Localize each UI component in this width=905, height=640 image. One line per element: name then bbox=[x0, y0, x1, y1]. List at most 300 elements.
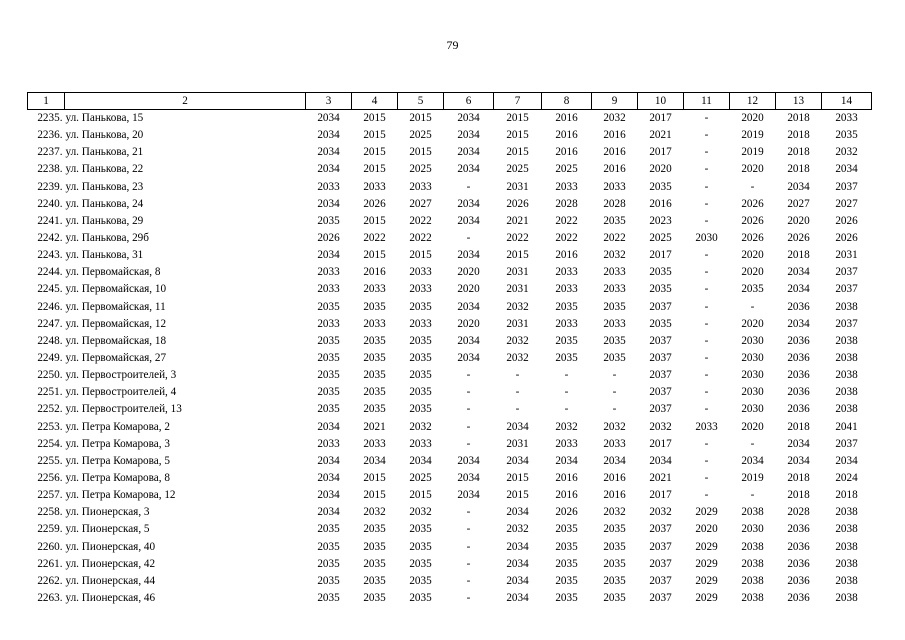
row-number: 2260. bbox=[37, 540, 63, 553]
column-header: 12 bbox=[730, 93, 776, 110]
year-cell: 2035 bbox=[317, 300, 340, 313]
year-cell: 2020 bbox=[457, 283, 480, 296]
year-cell: 2037 bbox=[835, 283, 858, 296]
year-cell: 2026 bbox=[741, 197, 764, 210]
year-cell: 2018 bbox=[787, 249, 810, 262]
year-cell: 2036 bbox=[787, 592, 810, 604]
year-cell: 2038 bbox=[835, 300, 858, 313]
year-cell: 2038 bbox=[741, 506, 764, 519]
year-cell: 2022 bbox=[409, 214, 432, 227]
year-cell: 2018 bbox=[787, 129, 810, 142]
year-cell: 2026 bbox=[835, 214, 858, 227]
year-cell: - bbox=[704, 369, 709, 382]
table-row bbox=[28, 264, 872, 281]
year-cell: 2033 bbox=[317, 437, 340, 450]
year-cell: 2038 bbox=[835, 386, 858, 399]
year-cell: 2034 bbox=[506, 506, 529, 519]
year-cell: - bbox=[704, 197, 709, 210]
year-cell: 2034 bbox=[457, 249, 480, 262]
year-cell: 2031 bbox=[506, 266, 529, 279]
year-cell: 2033 bbox=[555, 437, 578, 450]
year-cell: 2022 bbox=[555, 214, 578, 227]
row-number: 2261. bbox=[37, 557, 63, 570]
year-cell: 2033 bbox=[363, 180, 386, 193]
row-number: 2250. bbox=[37, 369, 63, 382]
column-header: 13 bbox=[776, 93, 822, 110]
year-cell: 2032 bbox=[409, 506, 432, 519]
year-cell: 2018 bbox=[787, 112, 810, 125]
year-cell: - bbox=[466, 540, 471, 553]
year-cell: 2034 bbox=[457, 300, 480, 313]
year-cell: 2029 bbox=[695, 592, 718, 604]
year-cell: 2015 bbox=[506, 249, 529, 262]
year-cell: - bbox=[564, 369, 569, 382]
year-cell: 2031 bbox=[506, 283, 529, 296]
year-cell: 2035 bbox=[603, 523, 626, 536]
year-cell: 2034 bbox=[787, 266, 810, 279]
year-cell: 2028 bbox=[555, 197, 578, 210]
year-cell: 2035 bbox=[555, 592, 578, 604]
year-cell: 2034 bbox=[835, 163, 858, 176]
table-row bbox=[28, 436, 872, 453]
year-cell: 2028 bbox=[603, 197, 626, 210]
year-cell: 2034 bbox=[457, 214, 480, 227]
table-body bbox=[28, 110, 872, 608]
year-cell: 2035 bbox=[603, 557, 626, 570]
year-cell: 2035 bbox=[409, 592, 432, 604]
table-row bbox=[28, 299, 872, 316]
year-cell: 2035 bbox=[555, 334, 578, 347]
year-cell: 2033 bbox=[363, 437, 386, 450]
address-cell: ул. Панькова, 20 bbox=[65, 129, 144, 142]
row-number: 2239. bbox=[37, 180, 63, 193]
year-cell: 2020 bbox=[649, 163, 672, 176]
year-cell: - bbox=[612, 386, 617, 399]
year-cell: 2030 bbox=[741, 386, 764, 399]
year-cell: 2033 bbox=[317, 317, 340, 330]
address-cell: ул. Первомайская, 12 bbox=[65, 317, 167, 330]
year-cell: 2035 bbox=[409, 403, 432, 416]
year-cell: 2035 bbox=[363, 523, 386, 536]
year-cell: 2018 bbox=[787, 163, 810, 176]
year-cell: 2017 bbox=[649, 489, 672, 502]
year-cell: 2034 bbox=[457, 163, 480, 176]
year-cell: - bbox=[750, 489, 755, 502]
year-cell: 2017 bbox=[649, 437, 672, 450]
year-cell: 2030 bbox=[741, 352, 764, 365]
year-cell: 2033 bbox=[603, 283, 626, 296]
year-cell: - bbox=[704, 283, 709, 296]
year-cell: 2033 bbox=[603, 317, 626, 330]
address-cell: ул. Первомайская, 11 bbox=[65, 300, 166, 313]
address-cell: ул. Панькова, 31 bbox=[65, 249, 144, 262]
year-cell: 2026 bbox=[555, 506, 578, 519]
year-cell: 2035 bbox=[555, 574, 578, 587]
address-cell: ул. Первостроителей, 3 bbox=[65, 369, 177, 382]
year-cell: 2034 bbox=[787, 437, 810, 450]
year-cell: 2033 bbox=[409, 283, 432, 296]
year-cell: 2030 bbox=[741, 369, 764, 382]
year-cell: 2026 bbox=[741, 232, 764, 245]
year-cell: 2027 bbox=[835, 197, 858, 210]
year-cell: 2037 bbox=[649, 300, 672, 313]
year-cell: 2018 bbox=[787, 146, 810, 159]
year-cell: 2016 bbox=[603, 129, 626, 142]
year-cell: 2020 bbox=[741, 163, 764, 176]
row-number: 2256. bbox=[37, 472, 63, 485]
year-cell: 2035 bbox=[603, 592, 626, 604]
year-cell: 2022 bbox=[555, 232, 578, 245]
year-cell: 2035 bbox=[603, 300, 626, 313]
year-cell: - bbox=[704, 317, 709, 330]
year-cell: 2016 bbox=[603, 146, 626, 159]
year-cell: 2034 bbox=[506, 420, 529, 433]
year-cell: 2035 bbox=[603, 214, 626, 227]
row-number: 2262. bbox=[37, 574, 63, 587]
year-cell: 2026 bbox=[363, 197, 386, 210]
year-cell: 2033 bbox=[603, 180, 626, 193]
year-cell: 2034 bbox=[317, 472, 340, 485]
table-row bbox=[28, 384, 872, 401]
year-cell: 2015 bbox=[363, 112, 386, 125]
address-cell: ул. Петра Комарова, 5 bbox=[65, 454, 170, 467]
year-cell: - bbox=[612, 369, 617, 382]
year-cell: 2036 bbox=[787, 557, 810, 570]
year-cell: - bbox=[750, 180, 755, 193]
year-cell: 2037 bbox=[649, 523, 672, 536]
year-cell: 2021 bbox=[506, 214, 529, 227]
year-cell: 2031 bbox=[506, 437, 529, 450]
address-cell: ул. Пионерская, 46 bbox=[65, 592, 156, 604]
table-row bbox=[28, 539, 872, 556]
year-cell: 2015 bbox=[409, 146, 432, 159]
year-cell: 2037 bbox=[835, 180, 858, 193]
year-cell: 2037 bbox=[649, 334, 672, 347]
year-cell: 2037 bbox=[649, 574, 672, 587]
year-cell: 2034 bbox=[457, 112, 480, 125]
year-cell: 2032 bbox=[603, 420, 626, 433]
year-cell: 2038 bbox=[835, 403, 858, 416]
address-cell: ул. Панькова, 15 bbox=[65, 112, 144, 125]
year-cell: 2029 bbox=[695, 574, 718, 587]
year-cell: 2026 bbox=[317, 232, 340, 245]
year-cell: 2034 bbox=[457, 334, 480, 347]
year-cell: 2035 bbox=[363, 540, 386, 553]
year-cell: 2015 bbox=[506, 472, 529, 485]
year-cell: - bbox=[704, 146, 709, 159]
address-cell: ул. Пионерская, 42 bbox=[65, 557, 156, 570]
year-cell: 2022 bbox=[603, 232, 626, 245]
year-cell: 2035 bbox=[317, 592, 340, 604]
page-number: 79 bbox=[446, 38, 459, 52]
year-cell: 2015 bbox=[363, 249, 386, 262]
year-cell: 2022 bbox=[363, 232, 386, 245]
column-header: 3 bbox=[306, 93, 352, 110]
year-cell: 2035 bbox=[603, 574, 626, 587]
year-cell: 2026 bbox=[835, 232, 858, 245]
year-cell: 2035 bbox=[317, 352, 340, 365]
row-number: 2257. bbox=[37, 489, 63, 502]
year-cell: - bbox=[466, 437, 471, 450]
year-cell: 2015 bbox=[363, 129, 386, 142]
year-cell: - bbox=[466, 557, 471, 570]
year-cell: 2032 bbox=[506, 523, 529, 536]
year-cell: 2035 bbox=[363, 334, 386, 347]
year-cell: 2034 bbox=[457, 146, 480, 159]
row-number: 2251. bbox=[37, 386, 63, 399]
table-row bbox=[28, 419, 872, 436]
table-row bbox=[28, 504, 872, 521]
year-cell: 2033 bbox=[317, 266, 340, 279]
year-cell: 2035 bbox=[317, 386, 340, 399]
row-number: 2255. bbox=[37, 454, 63, 467]
year-cell: 2032 bbox=[835, 146, 858, 159]
year-cell: 2035 bbox=[649, 266, 672, 279]
year-cell: 2038 bbox=[835, 574, 858, 587]
year-cell: - bbox=[704, 266, 709, 279]
year-cell: 2015 bbox=[363, 214, 386, 227]
year-cell: 2036 bbox=[787, 540, 810, 553]
year-cell: 2026 bbox=[741, 214, 764, 227]
year-cell: 2036 bbox=[787, 386, 810, 399]
year-cell: 2034 bbox=[506, 540, 529, 553]
year-cell: 2020 bbox=[695, 523, 718, 536]
year-cell: 2037 bbox=[649, 592, 672, 604]
year-cell: 2034 bbox=[457, 129, 480, 142]
address-cell: ул. Петра Комарова, 2 bbox=[65, 420, 170, 433]
year-cell: 2034 bbox=[787, 454, 810, 467]
year-cell: 2034 bbox=[457, 489, 480, 502]
year-cell: 2035 bbox=[409, 386, 432, 399]
year-cell: 2019 bbox=[741, 146, 764, 159]
year-cell: 2025 bbox=[649, 232, 672, 245]
address-cell: ул. Первомайская, 8 bbox=[65, 266, 161, 279]
row-number: 2259. bbox=[37, 523, 63, 536]
year-cell: 2036 bbox=[787, 574, 810, 587]
year-cell: 2021 bbox=[649, 129, 672, 142]
year-cell: 2034 bbox=[317, 146, 340, 159]
year-cell: 2035 bbox=[317, 557, 340, 570]
row-number: 2254. bbox=[37, 437, 63, 450]
year-cell: 2041 bbox=[835, 420, 858, 433]
row-number: 2240. bbox=[37, 197, 63, 210]
year-cell: 2038 bbox=[835, 352, 858, 365]
year-cell: - bbox=[704, 489, 709, 502]
year-cell: 2031 bbox=[506, 317, 529, 330]
year-cell: 2016 bbox=[555, 146, 578, 159]
year-cell: 2017 bbox=[649, 249, 672, 262]
row-number: 2235. bbox=[37, 112, 63, 125]
year-cell: 2035 bbox=[317, 214, 340, 227]
year-cell: 2037 bbox=[835, 266, 858, 279]
year-cell: - bbox=[564, 403, 569, 416]
year-cell: 2035 bbox=[363, 300, 386, 313]
year-cell: 2025 bbox=[409, 472, 432, 485]
year-cell: 2016 bbox=[555, 129, 578, 142]
year-cell: 2030 bbox=[741, 523, 764, 536]
year-cell: - bbox=[704, 300, 709, 313]
year-cell: 2032 bbox=[603, 506, 626, 519]
year-cell: 2020 bbox=[741, 317, 764, 330]
year-cell: 2034 bbox=[506, 574, 529, 587]
year-cell: 2035 bbox=[409, 523, 432, 536]
year-cell: 2037 bbox=[649, 352, 672, 365]
year-cell: 2032 bbox=[506, 300, 529, 313]
year-cell: 2025 bbox=[555, 163, 578, 176]
year-cell: 2035 bbox=[555, 557, 578, 570]
year-cell: 2032 bbox=[506, 334, 529, 347]
address-cell: ул. Панькова, 23 bbox=[65, 180, 144, 193]
year-cell: - bbox=[750, 437, 755, 450]
year-cell: 2035 bbox=[317, 523, 340, 536]
row-number: 2245. bbox=[37, 283, 63, 296]
year-cell: 2032 bbox=[409, 420, 432, 433]
year-cell: - bbox=[515, 403, 520, 416]
year-cell: 2022 bbox=[506, 232, 529, 245]
year-cell: 2035 bbox=[409, 352, 432, 365]
year-cell: 2026 bbox=[787, 232, 810, 245]
year-cell: 2021 bbox=[363, 420, 386, 433]
year-cell: 2035 bbox=[555, 523, 578, 536]
year-cell: 2033 bbox=[555, 180, 578, 193]
year-cell: 2016 bbox=[603, 489, 626, 502]
year-cell: 2033 bbox=[695, 420, 718, 433]
year-cell: 2018 bbox=[835, 489, 858, 502]
year-cell: 2031 bbox=[506, 180, 529, 193]
address-cell: ул. Панькова, 21 bbox=[65, 146, 144, 159]
year-cell: 2035 bbox=[603, 540, 626, 553]
year-cell: 2037 bbox=[649, 403, 672, 416]
year-cell: - bbox=[564, 386, 569, 399]
year-cell: 2035 bbox=[649, 180, 672, 193]
year-cell: - bbox=[704, 352, 709, 365]
year-cell: 2034 bbox=[317, 420, 340, 433]
year-cell: 2034 bbox=[649, 454, 672, 467]
year-cell: 2035 bbox=[363, 369, 386, 382]
year-cell: 2032 bbox=[649, 506, 672, 519]
year-cell: - bbox=[515, 386, 520, 399]
year-cell: 2016 bbox=[555, 489, 578, 502]
year-cell: 2016 bbox=[649, 197, 672, 210]
year-cell: 2035 bbox=[317, 574, 340, 587]
table-row bbox=[28, 247, 872, 264]
year-cell: 2016 bbox=[603, 472, 626, 485]
year-cell: 2025 bbox=[409, 129, 432, 142]
row-number: 2246. bbox=[37, 300, 63, 313]
year-cell: 2034 bbox=[457, 472, 480, 485]
row-number: 2243. bbox=[37, 249, 63, 262]
year-cell: 2015 bbox=[506, 489, 529, 502]
year-cell: - bbox=[704, 214, 709, 227]
year-cell: 2035 bbox=[409, 557, 432, 570]
table-row bbox=[28, 521, 872, 538]
year-cell: 2034 bbox=[506, 557, 529, 570]
year-cell: 2033 bbox=[555, 283, 578, 296]
table-row bbox=[28, 590, 872, 607]
year-cell: - bbox=[466, 420, 471, 433]
table-row bbox=[28, 230, 872, 247]
year-cell: - bbox=[466, 180, 471, 193]
year-cell: 2036 bbox=[787, 300, 810, 313]
year-cell: 2034 bbox=[363, 454, 386, 467]
year-cell: 2036 bbox=[787, 352, 810, 365]
year-cell: 2034 bbox=[409, 454, 432, 467]
year-cell: 2018 bbox=[787, 420, 810, 433]
year-cell: - bbox=[466, 369, 471, 382]
table-row bbox=[28, 281, 872, 298]
year-cell: - bbox=[704, 163, 709, 176]
year-cell: 2025 bbox=[409, 163, 432, 176]
year-cell: 2036 bbox=[787, 369, 810, 382]
year-cell: 2027 bbox=[409, 197, 432, 210]
year-cell: - bbox=[704, 112, 709, 125]
year-cell: 2032 bbox=[649, 420, 672, 433]
year-cell: 2035 bbox=[317, 403, 340, 416]
year-cell: 2015 bbox=[363, 163, 386, 176]
year-cell: 2020 bbox=[457, 317, 480, 330]
year-cell: 2035 bbox=[409, 369, 432, 382]
table-row bbox=[28, 367, 872, 384]
year-cell: 2033 bbox=[363, 283, 386, 296]
column-header: 8 bbox=[542, 93, 592, 110]
year-cell: 2034 bbox=[317, 506, 340, 519]
year-cell: 2035 bbox=[649, 283, 672, 296]
table-row bbox=[28, 196, 872, 213]
column-header: 2 bbox=[65, 93, 306, 110]
year-cell: 2036 bbox=[787, 403, 810, 416]
year-cell: - bbox=[704, 334, 709, 347]
year-cell: - bbox=[704, 403, 709, 416]
year-cell: - bbox=[466, 506, 471, 519]
column-header: 10 bbox=[638, 93, 684, 110]
column-header: 1 bbox=[28, 93, 65, 110]
year-cell: 2034 bbox=[317, 112, 340, 125]
row-number: 2238. bbox=[37, 163, 63, 176]
year-cell: 2035 bbox=[363, 557, 386, 570]
year-cell: 2020 bbox=[741, 420, 764, 433]
year-cell: 2035 bbox=[317, 540, 340, 553]
row-number: 2263. bbox=[37, 592, 63, 604]
year-cell: - bbox=[466, 232, 471, 245]
year-cell: - bbox=[704, 249, 709, 262]
address-cell: ул. Панькова, 29б bbox=[65, 232, 149, 245]
year-cell: 2038 bbox=[835, 506, 858, 519]
year-cell: 2034 bbox=[787, 283, 810, 296]
year-cell: 2037 bbox=[649, 369, 672, 382]
address-cell: ул. Первостроителей, 4 bbox=[65, 386, 177, 399]
year-cell: 2035 bbox=[409, 334, 432, 347]
year-cell: 2023 bbox=[649, 214, 672, 227]
address-cell: ул. Петра Комарова, 3 bbox=[65, 437, 170, 450]
table-row bbox=[28, 401, 872, 418]
column-header: 7 bbox=[494, 93, 542, 110]
year-cell: 2015 bbox=[363, 472, 386, 485]
row-number: 2242. bbox=[37, 232, 63, 245]
year-cell: 2031 bbox=[835, 249, 858, 262]
year-cell: 2035 bbox=[317, 369, 340, 382]
year-cell: 2035 bbox=[363, 574, 386, 587]
year-cell: 2037 bbox=[649, 386, 672, 399]
year-cell: - bbox=[704, 129, 709, 142]
row-number: 2252. bbox=[37, 403, 63, 416]
year-cell: 2034 bbox=[506, 592, 529, 604]
year-cell: - bbox=[704, 180, 709, 193]
table-row bbox=[28, 487, 872, 504]
year-cell: 2035 bbox=[363, 386, 386, 399]
column-header: 11 bbox=[684, 93, 730, 110]
year-cell: 2029 bbox=[695, 506, 718, 519]
schedule-table bbox=[27, 92, 872, 607]
